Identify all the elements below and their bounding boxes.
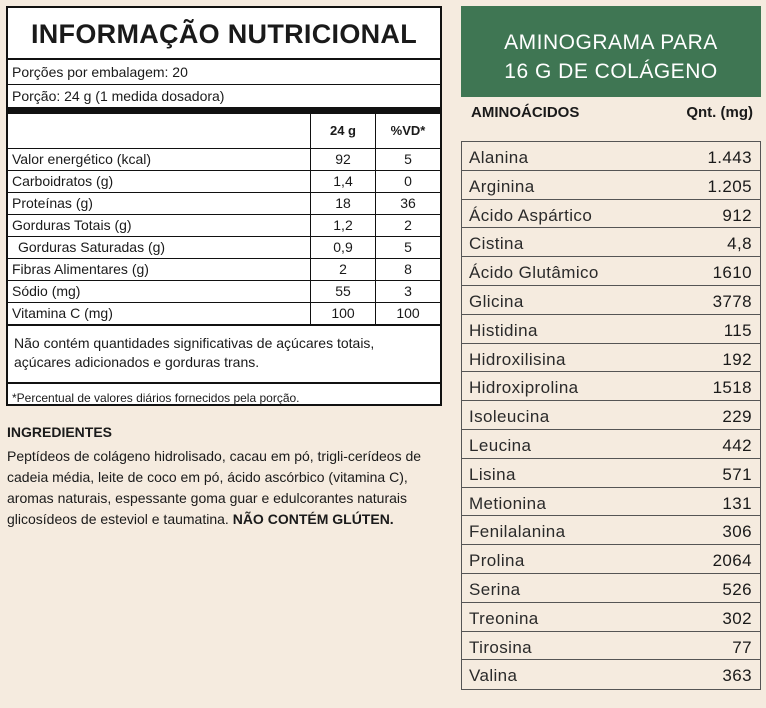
amino-name: Isoleucina — [469, 407, 550, 427]
nutrient-amount: 55 — [311, 281, 376, 303]
amino-name: Hidroxiprolina — [469, 378, 579, 398]
aminogram-column-headers — [461, 97, 761, 141]
amino-name: Serina — [469, 579, 521, 599]
amino-qty: 571 — [722, 464, 752, 484]
nutrient-label: Sódio (mg) — [8, 281, 311, 303]
divider — [8, 107, 440, 114]
amino-name: Cistina — [469, 234, 524, 254]
amino-qty: 302 — [722, 608, 752, 628]
amino-name: Ácido Glutâmico — [469, 263, 599, 283]
table-row — [462, 200, 760, 229]
amino-name: Alanina — [469, 148, 529, 167]
nutrition-title: INFORMAÇÃO NUTRICIONAL — [8, 8, 440, 60]
amino-name: Lisina — [469, 464, 516, 484]
amino-name: Ácido Aspártico — [469, 205, 593, 225]
amino-qty: 131 — [722, 493, 752, 513]
col-dv-header: %VD* — [376, 114, 441, 149]
nutrient-dv: 2 — [376, 215, 441, 237]
table-row — [8, 303, 440, 326]
table-row — [462, 545, 760, 574]
table-row — [462, 286, 760, 315]
amino-name: Valina — [469, 666, 518, 686]
table-row — [462, 660, 760, 689]
amino-qty: 229 — [722, 407, 752, 427]
nutrient-dv: 5 — [376, 237, 441, 259]
nutrient-amount: 100 — [311, 303, 376, 326]
amino-qty: 3778 — [712, 291, 752, 311]
nutrition-note: Não contém quantidades significativas de açúcares totais, açúcares adicionados e gorduras trans. — [8, 326, 440, 384]
nutrition-table-header — [8, 114, 440, 149]
amino-qty: 442 — [722, 435, 752, 455]
table-row — [462, 459, 760, 488]
nutrient-label: Vitamina C (mg) — [8, 303, 311, 326]
table-row — [462, 372, 760, 401]
amino-name: Hidroxilisina — [469, 349, 566, 369]
amino-name: Glicina — [469, 291, 524, 311]
aminogram-rows — [461, 141, 761, 690]
aminogram-table — [461, 6, 761, 702]
nutrient-label: Fibras Alimentares (g) — [8, 259, 311, 281]
table-row — [462, 574, 760, 603]
nutrient-dv: 5 — [376, 149, 441, 171]
nutrient-label: Gorduras Saturadas (g) — [8, 237, 311, 259]
table-row — [462, 488, 760, 517]
nutrient-label: Gorduras Totais (g) — [8, 215, 311, 237]
amino-name: Tirosina — [469, 637, 533, 657]
ingredients-list: Peptídeos de colágeno hidrolisado, cacau em pó, trigli-cerídeos de cadeia média, leite de coco em pó, ácido ascórbico (vitamina C), aromas naturais, espessante goma guar e edulcorantes naturais glicosídeos de esteviol e taumatina. — [7, 448, 422, 527]
amino-name: Fenilalanina — [469, 522, 566, 542]
aminogram-title-line1: AMINOGRAMA PARA — [504, 31, 718, 54]
amino-qty: 1518 — [712, 378, 752, 398]
table-row — [462, 603, 760, 632]
amino-qty: 1610 — [712, 263, 752, 283]
amino-qty: 2064 — [712, 551, 752, 571]
nutrient-label: Valor energético (kcal) — [8, 149, 311, 171]
ingredients-text — [7, 446, 447, 530]
amino-qty: 912 — [722, 205, 752, 225]
nutrient-amount: 2 — [311, 259, 376, 281]
amino-qty: 526 — [722, 579, 752, 599]
amino-qty: 306 — [722, 522, 752, 542]
table-row — [462, 344, 760, 373]
serving-size: Porção: 24 g (1 medida dosadora) — [12, 88, 225, 104]
amino-name: Treonina — [469, 608, 539, 628]
nutrient-label: Proteínas (g) — [8, 193, 311, 215]
amino-name: Arginina — [469, 176, 535, 196]
table-row — [462, 257, 760, 286]
nutrition-facts-label — [6, 6, 442, 406]
amino-qty: 77 — [732, 637, 752, 657]
nutrient-amount: 1,4 — [311, 171, 376, 193]
nutrient-amount: 1,2 — [311, 215, 376, 237]
gluten-warning: NÃO CONTÉM GLÚTEN. — [232, 511, 394, 527]
amino-name: Metionina — [469, 493, 547, 513]
nutrient-dv: 0 — [376, 171, 441, 193]
aminogram-title-line2: 16 G DE COLÁGENO — [504, 60, 718, 83]
table-row — [8, 281, 440, 303]
amino-name: Prolina — [469, 551, 525, 571]
table-row — [462, 632, 760, 661]
amino-qty: 1.205 — [707, 176, 752, 196]
table-row — [462, 228, 760, 257]
nutrition-footnote: *Percentual de valores diários fornecidos pela porção. — [12, 391, 300, 405]
amino-qty: 4,8 — [727, 234, 752, 254]
aminogram-header — [461, 6, 761, 97]
nutrient-amount: 18 — [311, 193, 376, 215]
ingredients-heading: INGREDIENTES — [7, 424, 113, 440]
table-row — [462, 516, 760, 545]
table-row — [462, 315, 760, 344]
nutrient-dv: 8 — [376, 259, 441, 281]
table-row — [8, 237, 440, 259]
amino-qty: 192 — [722, 349, 752, 369]
col-amino-name: AMINOÁCIDOS — [471, 104, 580, 121]
table-row — [462, 142, 760, 171]
table-row — [8, 149, 440, 171]
nutrient-dv: 3 — [376, 281, 441, 303]
amino-name: Leucina — [469, 435, 532, 455]
nutrient-amount: 92 — [311, 149, 376, 171]
amino-name: Histidina — [469, 320, 538, 340]
col-amount-header: 24 g — [311, 114, 376, 149]
nutrition-table — [8, 114, 440, 326]
nutrient-dv: 36 — [376, 193, 441, 215]
amino-qty: 363 — [722, 666, 752, 686]
nutrient-label: Carboidratos (g) — [8, 171, 311, 193]
table-row — [462, 430, 760, 459]
table-row — [462, 401, 760, 430]
table-row — [8, 193, 440, 215]
table-row — [8, 215, 440, 237]
amino-qty: 115 — [723, 320, 752, 340]
nutrient-amount: 0,9 — [311, 237, 376, 259]
nutrient-dv: 100 — [376, 303, 441, 326]
table-row — [8, 171, 440, 193]
amino-qty: 1.443 — [707, 148, 752, 167]
table-row — [8, 259, 440, 281]
table-row — [462, 171, 760, 200]
servings-per-package: Porções por embalagem: 20 — [8, 60, 440, 85]
col-amino-qty: Qnt. (mg) — [686, 104, 753, 121]
